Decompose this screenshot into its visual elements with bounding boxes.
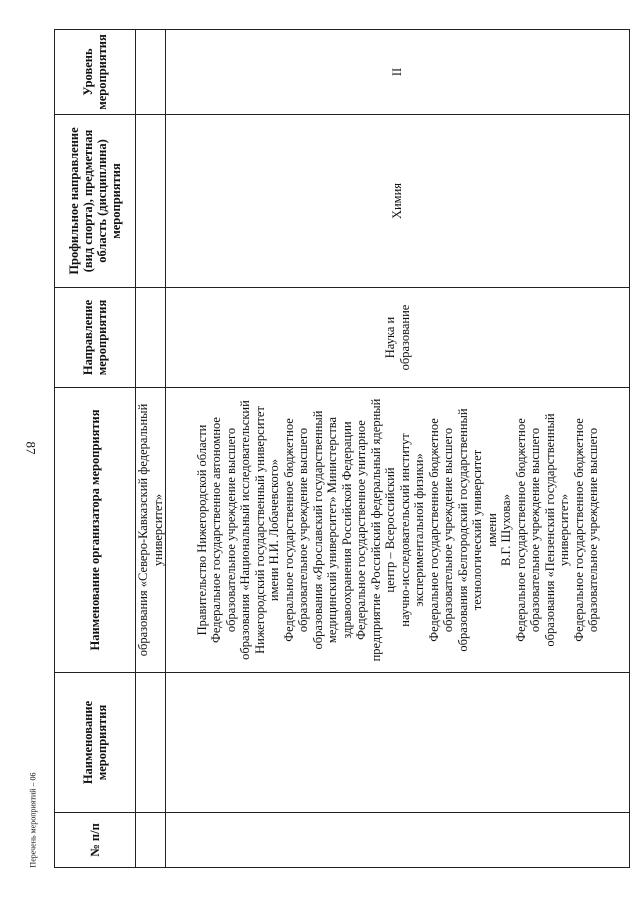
main-level-cell: II <box>166 30 630 115</box>
continuation-organizer-cell: образования «Северо-Кавказский федеральный университет» <box>136 388 166 673</box>
header-num: № п/п <box>55 813 136 868</box>
organizer-line: Федеральное государственное автономное <box>209 417 223 643</box>
continuation-profile-cell <box>136 115 166 288</box>
header-organizer: Наименование организатора мероприятия <box>55 388 136 673</box>
page-footer <box>26 750 40 890</box>
table-row-main <box>166 30 630 868</box>
table-row-continuation <box>136 30 166 868</box>
continuation-direction-cell <box>136 288 166 388</box>
organizer-line: имени Н.И. Лобачевского» <box>267 458 281 602</box>
organizer-line: Нижегородский государственный университет <box>252 406 267 654</box>
organizer-line: медицинский университет» Министерства <box>325 416 339 644</box>
organizer-line: университет» <box>557 493 571 567</box>
organizer-line: образования «Пензенский государственный <box>542 413 557 647</box>
main-organizer-cell <box>166 388 630 673</box>
organizer-line: имени <box>484 513 499 547</box>
organizer-line: образовательное учреждение высшего <box>528 427 542 633</box>
page-number: 87 <box>23 441 38 455</box>
organizer-line: экспериментальной физики» <box>412 453 426 607</box>
continuation-num-cell <box>136 813 166 868</box>
organizer-line: Федеральное государственное бюджетное <box>571 418 586 642</box>
organizer-line: Федеральное государственное бюджетное <box>281 418 296 642</box>
header-profile: Профильное направление (вид спорта), предметная область (дисциплина) мероприятия <box>55 115 136 288</box>
organizer-line: образовательное учреждение высшего <box>586 427 600 633</box>
header-direction: Направление мероприятия <box>55 288 136 388</box>
organizer-line: Правительство Нижегородской области <box>194 424 209 636</box>
organizer-line: научно-исследовательский институт <box>397 433 412 627</box>
organizer-line: образовательное учреждение высшего <box>441 427 455 633</box>
organizer-line: предприятие «Российский федеральный ядерный <box>368 398 383 662</box>
table-header-row <box>55 30 136 868</box>
footer-text: Перечень мероприятий – 06 <box>28 772 38 868</box>
organizer-line: образования «Ярославский государственный <box>310 410 325 650</box>
organizer-line: образовательное учреждение высшего <box>223 427 238 633</box>
organizer-line: центр – Всероссийский <box>383 467 397 593</box>
table-stage <box>54 30 630 868</box>
main-profile-cell: Химия <box>166 115 630 288</box>
organizer-line: образования «Национальный исследовательский <box>238 400 252 660</box>
organizer-line: Федеральное государственное бюджетное <box>513 418 528 642</box>
continuation-level-cell <box>136 30 166 115</box>
organizer-line: Федеральное государственное унитарное <box>354 420 368 640</box>
organizer-line: В.Г. Шухова» <box>499 494 513 566</box>
main-event-cell <box>166 673 630 813</box>
header-level: Уровень мероприятия <box>55 30 136 115</box>
organizer-line: образования «Белгородский государственный <box>455 408 470 652</box>
main-num-cell <box>166 813 630 868</box>
table-rotator <box>54 30 630 868</box>
organizer-line: Федеральное государственное бюджетное <box>426 418 441 642</box>
organizer-line: здравоохранения Российской Федерации <box>339 421 354 639</box>
header-event-name: Наименование мероприятия <box>55 673 136 813</box>
events-table <box>54 29 630 868</box>
organizer-line: технологический университет <box>470 449 484 611</box>
main-direction-cell: Наука и образование <box>166 288 630 388</box>
organizer-line: образовательное учреждение высшего <box>296 427 310 633</box>
organizer-list <box>195 388 601 672</box>
continuation-event-cell <box>136 673 166 813</box>
